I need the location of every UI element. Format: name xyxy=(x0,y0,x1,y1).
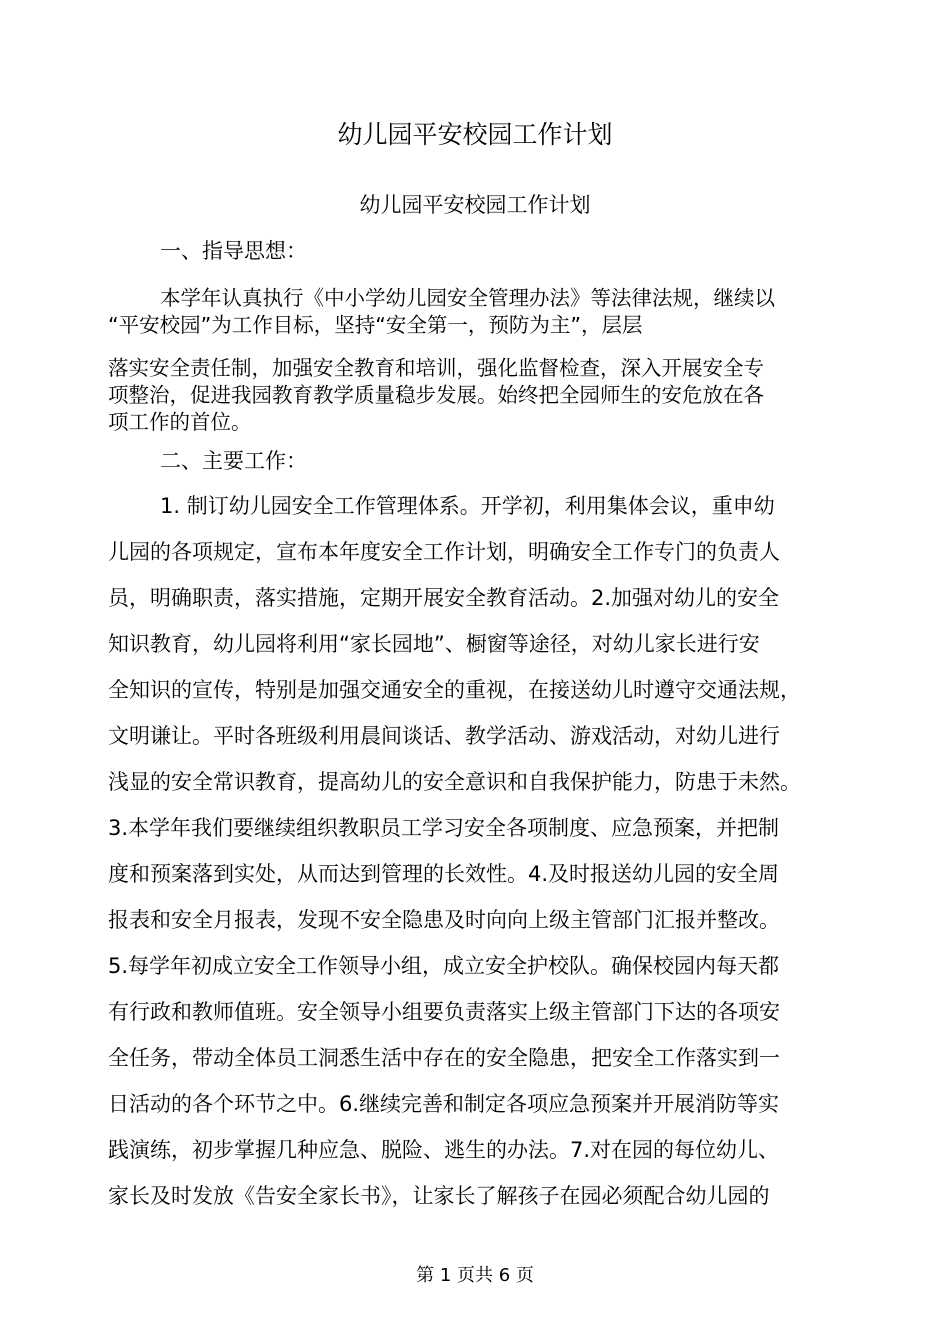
body-line: 践演练，初步掌握几种应急、脱险、逃生的办法。7.对在园的每位幼儿、 xyxy=(108,1138,780,1162)
section1-paragraph-part2 xyxy=(108,355,848,436)
body-line: 儿园的各项规定，宣布本年度安全工作计划，明确安全工作专门的负责人 xyxy=(108,540,780,564)
body-line: 家长及时发放《告安全家长书》，让家长了解孩子在园必须配合幼儿园的 xyxy=(108,1184,770,1208)
body-line: 员，明确职责，落实措施，定期开展安全教育活动。2.加强对幼儿的安全 xyxy=(108,586,780,610)
body-line: 5.每学年初成立安全工作领导小组，成立安全护校队。确保校园内每天都 xyxy=(108,954,780,978)
body-line: 报表和安全月报表，发现不安全隐患及时向向上级主管部门汇报并整改。 xyxy=(108,908,780,932)
body-line: 文明谦让。平时各班级利用晨间谈话、教学活动、游戏活动，对幼儿进行 xyxy=(108,724,780,748)
body-line: 度和预案落到实处，从而达到管理的长效性。4.及时报送幼儿园的安全周 xyxy=(108,862,780,886)
body-line: 3.本学年我们要继续组织教职员工学习安全各项制度、应急预案，并把制 xyxy=(108,816,780,840)
body-line: 日活动的各个环节之中。6.继续完善和制定各项应急预案并开展消防等实 xyxy=(108,1092,780,1116)
document-title: 幼儿园平安校园工作计划 xyxy=(337,120,613,149)
paragraph-line: 项整治，促进我园教育教学质量稳步发展。始终把全园师生的安危放在各 xyxy=(108,383,764,407)
paragraph-line: 落实安全责任制，加强安全教育和培训，强化监督检查，深入开展安全专 xyxy=(108,356,764,380)
body-line: 有行政和教师值班。安全领导小组要负责落实上级主管部门下达的各项安 xyxy=(108,1000,780,1024)
section1-paragraph-part1 xyxy=(108,285,848,339)
body-line: 全知识的宣传，特别是加强交通安全的重视，在接送幼儿时遵守交通法规， xyxy=(108,678,801,702)
body-line: 1. 制订幼儿园安全工作管理体系。开学初，利用集体会议，重申幼 xyxy=(160,494,775,518)
page-number-footer: 第 1 页共 6 页 xyxy=(416,1265,534,1286)
paragraph-line: 项工作的首位。 xyxy=(108,410,252,434)
section-heading-main-work: 二、主要工作： xyxy=(160,449,307,473)
body-line: 全任务，带动全体员工洞悉生活中存在的安全隐患，把安全工作落实到一 xyxy=(108,1046,780,1070)
document-subtitle: 幼儿园平安校园工作计划 xyxy=(359,193,591,217)
paragraph-line: 本学年认真执行《中小学幼儿园安全管理办法》等法律法规，继续以 xyxy=(160,286,775,310)
body-line: 浅显的安全常识教育，提高幼儿的安全意识和自我保护能力，防患于未然。 xyxy=(108,770,801,794)
section-heading-guiding-thought: 一、指导思想： xyxy=(160,239,307,263)
body-line: 知识教育，幼儿园将利用“家长园地”、橱窗等途径，对幼儿家长进行安 xyxy=(108,632,760,656)
paragraph-line: “平安校园”为工作目标，坚持“安全第一，预防为主”，层层 xyxy=(108,313,643,337)
